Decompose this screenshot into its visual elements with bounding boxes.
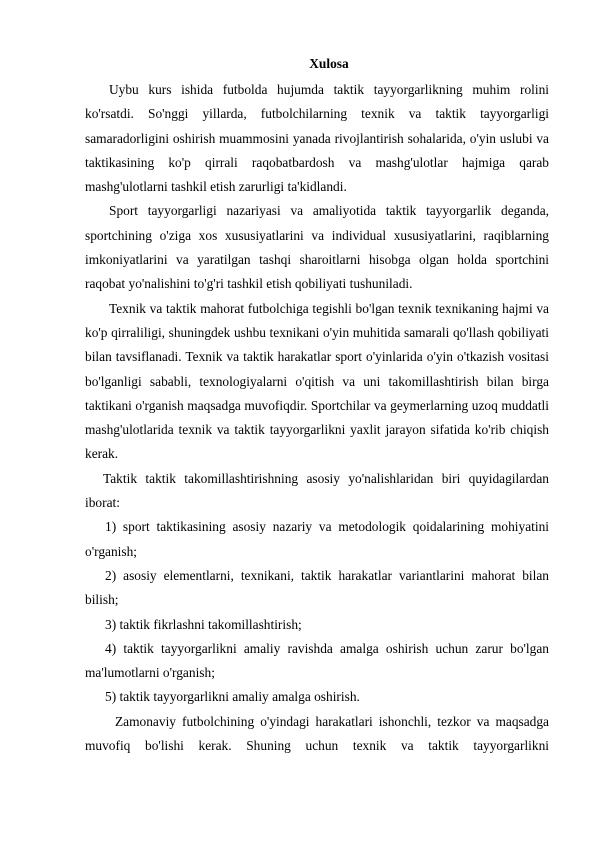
list-item: 2) asosiy elementlarni, texnikani, taktik harakatlar variantlarini mahorat bilan bilish; [85, 567, 549, 608]
list-item: 3) taktik fikrlashni takomillashtirish; [105, 616, 302, 632]
list-item: 5) taktik tayyorgarlikni amaliy amalga oshirish. [105, 689, 360, 705]
list-item: 1) sport taktikasining asosiy nazariy va metodologik qoidalarining mohiyatini o'rganish; [85, 519, 549, 559]
list-item: 4) taktik tayyorgarlikni amaliy ravishda amalga oshirish uchun zarur bo'lgan ma'lumotlarni o'rganish; [85, 640, 549, 681]
document-page [85, 52, 549, 758]
list-intro: Taktik taktik takomillashtirishning asosiy yo'nalishlaridan biri quyidagilardan iborat: [85, 470, 549, 511]
paragraph-technical-tactical: Texnik va taktik mahorat futbolchiga tegishli bo'lgan texnik texnikaning hajmi va ko'p qirraliligi, shuningdek ushbu texnikani o'yin muhitida samarali qo'llash qobiliyati bilan tavsiflanadi. Texnik va taktik harakatlar sport o'yinlarida o'yin o'tkazish vositasi bo'lganligi sababli, texnologiyalarni o'qitish va uni takomillashtirish bilan birga taktikani o'rganish maqsadga muvofiqdir. Sportchilar va geymerlarning uzoq muddatli mashg'ulotlarida texnik va taktik tayyorgarlikni yaxlit jarayon sifatida ko'rib chiqish kerak. [85, 300, 549, 462]
paragraph-sport-preparation: Sport tayyorgarligi nazariyasi va amaliyotida taktik tayyorgarlik deganda, sportchining o'ziga xos xususiyatlarini va individual xususiyatlarini, raqiblarning imkoniyatlarini va yaratilgan tashqi sharoitlarni hisobga olgan holda sportchini raqobat yo'nalishini to'g'ri tashkil etish qobiliyati tushuniladi. [85, 203, 549, 292]
paragraph-intro: Uybu kurs ishida futbolda hujumda taktik tayyorgarlikning muhim rolini ko'rsatdi. So'nggi yillarda, futbolchilarning texnik va taktik tayyorgarligi samaradorligini oshirish muammosini yanada rivojlantirish sohalarida, o'yin uslubi va taktikasining ko'p qirrali raqobatbardosh va mashg'ulotlar hajmiga qarab mashg'ulotlarni tashkil etish zarurligi ta'kidlandi. [85, 82, 549, 195]
page-title: Xulosa [309, 56, 349, 71]
closing-paragraph: Zamonaviy futbolchining o'yindagi harakatlari ishonchli, tezkor va maqsadga muvofiq bo'lishi kerak. Shuning uchun texnik va taktik tayyorgarlikni [85, 713, 549, 754]
